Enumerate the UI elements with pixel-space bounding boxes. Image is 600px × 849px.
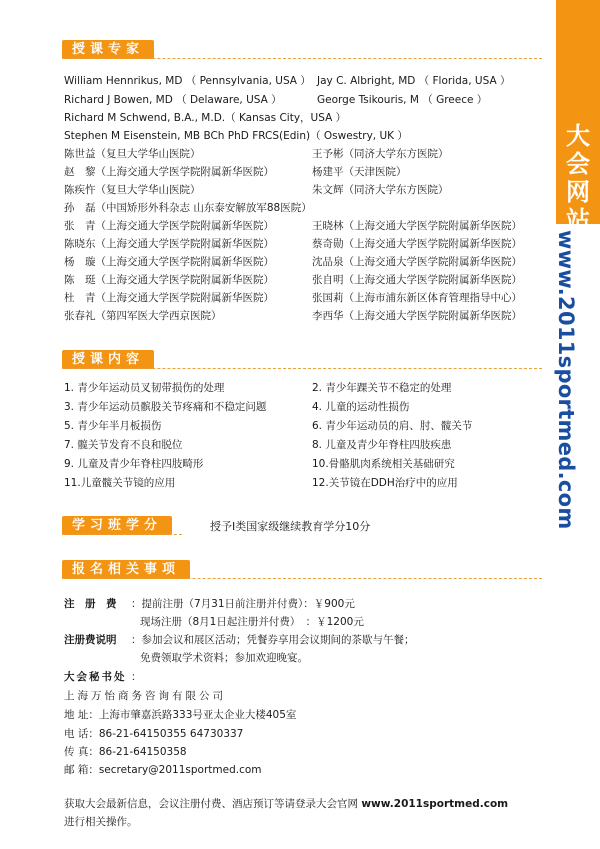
- secretariat-company: 上海万怡商务咨询有限公司: [64, 690, 226, 702]
- lecturer-cn-left: 陈 珽（上海交通大学医学院附属新华医院）: [64, 274, 274, 286]
- topic-left: 1. 青少年运动员叉韧带损伤的处理: [64, 382, 225, 394]
- secretariat-fax: 传 真：86-21-64150358: [64, 746, 187, 758]
- lecturer-cn-left: 杨 璇（上海交通大学医学院附属新华医院）: [64, 256, 274, 268]
- fee-early: ：提前注册（7月31日前注册并付费）：￥900元: [131, 598, 355, 610]
- topic-right: 4. 儿童的运动性损伤: [312, 401, 410, 413]
- section-rule-lecturers: [62, 58, 542, 59]
- fee-note-line1: ：参加会议和展区活动；凭餐券享用会议期间的茶歇与午餐；: [131, 634, 415, 646]
- lecturer-cn-right: 张自明（上海交通大学医学院附属新华医院）: [312, 274, 522, 286]
- section-rule-registration: [62, 578, 542, 579]
- lecturer-cn-left: 陈疾忤（复旦大学华山医院）: [64, 184, 201, 196]
- lecturer-cn-right: 杨建平（天津医院）: [312, 166, 407, 178]
- topic-left: 9. 儿童及青少年脊柱四肢畸形: [64, 458, 204, 470]
- lecturer-cn-right: 李西华（上海交通大学医学院附属新华医院）: [312, 310, 522, 322]
- section-title-content: 授课内容: [62, 350, 154, 369]
- side-banner-label: [556, 122, 600, 234]
- footer-website-url[interactable]: www.2011sportmed.com: [361, 798, 509, 810]
- lecturer-cn-right: 王予彬（同济大学东方医院）: [312, 148, 449, 160]
- lecturer-cn-right: 蔡奇勋（上海交通大学医学院附属新华医院）: [312, 238, 522, 250]
- secretariat-colon: ：: [131, 671, 142, 683]
- lecturer-foreign-4: George Tsikouris, M （ Greece ）: [317, 94, 488, 106]
- lecturer-foreign-5: Richard M Schwend, B.A., M.D.（ Kansas City，USA ）: [64, 112, 347, 124]
- topic-right: 6. 青少年运动员的肩、肘、髋关节: [312, 420, 473, 432]
- section-rule-credits: [62, 534, 182, 535]
- section-rule-content: [62, 368, 542, 369]
- side-label-line1: 大会: [566, 122, 590, 178]
- side-website-url[interactable]: www.2011sportmed.com: [554, 230, 578, 530]
- topic-right: 2. 青少年踝关节不稳定的处理: [312, 382, 452, 394]
- footer-text: 获取大会最新信息，会议注册付费、酒店预订等请登录大会官网: [64, 798, 362, 810]
- lecturer-cn-left: 张春礼（第四军医大学西京医院）: [64, 310, 222, 322]
- topic-left: 11.儿童髋关节镜的应用: [64, 477, 176, 489]
- topic-left: 5. 青少年半月板损伤: [64, 420, 162, 432]
- fee-onsite: 现场注册（8月1日起注册并付费） ：￥1200元: [140, 616, 364, 628]
- topic-right: 12.关节镜在DDH治疗中的应用: [312, 477, 458, 489]
- lecturer-cn-right: 王晓林（上海交通大学医学院附属新华医院）: [312, 220, 522, 232]
- section-title-registration: 报名相关事项: [62, 560, 190, 579]
- fee-label: 注 册 费: [64, 598, 117, 610]
- lecturer-foreign-3: Richard J Bowen, MD （ Delaware, USA ）: [64, 94, 282, 106]
- lecturer-cn-left: 孙 磊（中国矫形外科杂志 山东泰安解放军88医院）: [64, 202, 312, 214]
- topic-right: 8. 儿童及青少年脊柱四肢疾患: [312, 439, 452, 451]
- topic-left: 7. 髋关节发育不良和脱位: [64, 439, 183, 451]
- lecturer-foreign-2: Jay C. Albright, MD （ Florida, USA ）: [317, 75, 511, 87]
- lecturer-cn-left: 杜 青（上海交通大学医学院附属新华医院）: [64, 292, 274, 304]
- section-title-lecturers: 授课专家: [62, 40, 154, 59]
- footer-line2: 进行相关操作。: [64, 816, 138, 828]
- fee-note-label: 注册费说明: [64, 634, 117, 646]
- lecturer-cn-right: 沈品泉（上海交通大学医学院附属新华医院）: [312, 256, 522, 268]
- lecturer-cn-right: 张国莉（上海市浦东新区体育管理指导中心）: [312, 292, 522, 304]
- lecturer-cn-left: 张 青（上海交通大学医学院附属新华医院）: [64, 220, 274, 232]
- topic-left: 3. 青少年运动员髌股关节疼痛和不稳定问题: [64, 401, 267, 413]
- fee-note-line2: 免费领取学术资料；参加欢迎晚宴。: [140, 652, 308, 664]
- secretariat-address: 地 址：上海市肇嘉浜路333号亚太企业大楼405室: [64, 709, 297, 721]
- lecturer-cn-right: 朱文辉（同济大学东方医院）: [312, 184, 449, 196]
- section-title-credits: 学习班学分: [62, 516, 172, 535]
- lecturer-foreign-1: William Hennrikus, MD （ Pennsylvania, USA ）: [64, 75, 311, 87]
- lecturer-foreign-6: Stephen M Eisenstein, MB BCh PhD FRCS(Edin)（ Oswestry, UK ）: [64, 130, 408, 142]
- credits-text: 授予I类国家级继续教育学分10分: [210, 520, 371, 533]
- lecturer-cn-left: 陈晓东（上海交通大学医学院附属新华医院）: [64, 238, 274, 250]
- footer-line1: [64, 797, 508, 811]
- side-label-line2: 网站: [566, 178, 590, 234]
- secretariat-label: 大会秘书处: [64, 671, 127, 683]
- lecturer-cn-left: 陈世益（复旦大学华山医院）: [64, 148, 201, 160]
- secretariat-phone: 电 话：86-21-64150355 64730337: [64, 728, 244, 740]
- topic-right: 10.骨骼肌肉系统相关基础研究: [312, 458, 455, 470]
- secretariat-email[interactable]: 邮 箱：secretary@2011sportmed.com: [64, 764, 262, 776]
- lecturer-cn-left: 赵 黎（上海交通大学医学院附属新华医院）: [64, 166, 274, 178]
